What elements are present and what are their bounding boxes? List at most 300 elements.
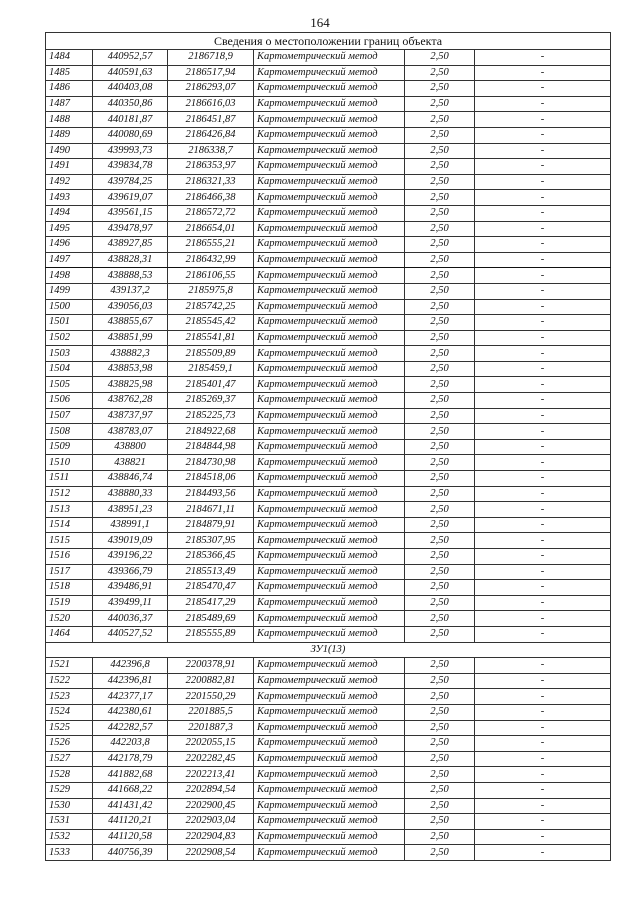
point-number: 1527 [46,751,93,767]
method: Картометрический метод [254,299,405,315]
description: - [475,346,611,362]
table-row [46,377,611,393]
method: Картометрический метод [254,782,405,798]
point-number: 1486 [46,81,93,97]
coord-x: 440403,08 [93,81,168,97]
method: Картометрический метод [254,315,405,331]
coord-y: 2201885,5 [168,704,254,720]
page-number: 164 [310,15,330,30]
precision: 2,50 [405,96,475,112]
point-number: 1521 [46,658,93,674]
method: Картометрический метод [254,50,405,66]
coord-x: 440952,57 [93,50,168,66]
coord-x: 438846,74 [93,471,168,487]
method: Картометрический метод [254,611,405,627]
coord-x: 438762,28 [93,393,168,409]
coord-y: 2202908,54 [168,845,254,861]
point-number: 1505 [46,377,93,393]
table-row [46,689,611,705]
precision: 2,50 [405,814,475,830]
point-number: 1485 [46,65,93,81]
description: - [475,96,611,112]
coord-x: 438853,98 [93,361,168,377]
description: - [475,611,611,627]
coord-y: 2185489,69 [168,611,254,627]
coord-y: 2186718,9 [168,50,254,66]
point-number: 1491 [46,159,93,175]
subsection-title: ЗУ1(13) [46,642,611,658]
coord-y: 2202900,45 [168,798,254,814]
point-number: 1522 [46,673,93,689]
precision: 2,50 [405,439,475,455]
coord-y: 2184493,56 [168,486,254,502]
coord-x: 440181,87 [93,112,168,128]
description: - [475,595,611,611]
point-number: 1489 [46,127,93,143]
precision: 2,50 [405,782,475,798]
point-number: 1528 [46,767,93,783]
coord-y: 2186321,33 [168,174,254,190]
precision: 2,50 [405,751,475,767]
method: Картометрический метод [254,377,405,393]
point-number: 1518 [46,580,93,596]
table-row [46,65,611,81]
coord-y: 2202055,15 [168,736,254,752]
method: Картометрический метод [254,767,405,783]
coord-x: 438888,53 [93,268,168,284]
description: - [475,549,611,565]
table-title-row [46,33,611,50]
coord-x: 438991,1 [93,517,168,533]
description: - [475,751,611,767]
coord-y: 2185509,89 [168,346,254,362]
coord-y: 2184518,06 [168,471,254,487]
method: Картометрический метод [254,346,405,362]
coord-x: 442377,17 [93,689,168,705]
coord-y: 2185366,45 [168,549,254,565]
point-number: 1488 [46,112,93,128]
table-row [46,720,611,736]
precision: 2,50 [405,221,475,237]
subsection-row [46,642,611,658]
method: Картометрический метод [254,252,405,268]
method: Картометрический метод [254,205,405,221]
description: - [475,159,611,175]
description: - [475,252,611,268]
precision: 2,50 [405,174,475,190]
coord-x: 438825,98 [93,377,168,393]
coord-x: 439366,79 [93,564,168,580]
coord-x: 438737,97 [93,408,168,424]
method: Картометрический метод [254,143,405,159]
description: - [475,829,611,845]
coord-x: 438927,85 [93,237,168,253]
coord-x: 439993,73 [93,143,168,159]
table-row [46,205,611,221]
method: Картометрический метод [254,112,405,128]
precision: 2,50 [405,408,475,424]
coord-y: 2184844,98 [168,439,254,455]
coord-y: 2184879,91 [168,517,254,533]
description: - [475,486,611,502]
precision: 2,50 [405,720,475,736]
precision: 2,50 [405,689,475,705]
description: - [475,143,611,159]
point-number: 1464 [46,626,93,642]
point-number: 1516 [46,549,93,565]
method: Картометрический метод [254,626,405,642]
precision: 2,50 [405,798,475,814]
method: Картометрический метод [254,580,405,596]
coord-y: 2184730,98 [168,455,254,471]
precision: 2,50 [405,237,475,253]
description: - [475,533,611,549]
coord-x: 442282,57 [93,720,168,736]
coord-y: 2186572,72 [168,205,254,221]
coord-x: 442380,61 [93,704,168,720]
coord-x: 442203,8 [93,736,168,752]
coord-y: 2185742,25 [168,299,254,315]
precision: 2,50 [405,65,475,81]
coord-y: 2186432,99 [168,252,254,268]
description: - [475,361,611,377]
point-number: 1532 [46,829,93,845]
table-row [46,782,611,798]
table-row [46,486,611,502]
precision: 2,50 [405,190,475,206]
coord-x: 441120,21 [93,814,168,830]
point-number: 1498 [46,268,93,284]
precision: 2,50 [405,377,475,393]
coord-x: 438951,23 [93,502,168,518]
coord-y: 2185269,37 [168,393,254,409]
description: - [475,65,611,81]
point-number: 1531 [46,814,93,830]
coord-x: 438800 [93,439,168,455]
table-row [46,626,611,642]
precision: 2,50 [405,299,475,315]
method: Картометрический метод [254,736,405,752]
point-number: 1500 [46,299,93,315]
table-row [46,174,611,190]
coord-x: 438783,07 [93,424,168,440]
point-number: 1503 [46,346,93,362]
method: Картометрический метод [254,814,405,830]
coord-y: 2185417,29 [168,595,254,611]
coord-x: 441882,68 [93,767,168,783]
coord-y: 2184922,68 [168,424,254,440]
coord-y: 2186654,01 [168,221,254,237]
method: Картометрический метод [254,221,405,237]
table-row [46,658,611,674]
method: Картометрический метод [254,751,405,767]
point-number: 1508 [46,424,93,440]
coord-y: 2202213,41 [168,767,254,783]
precision: 2,50 [405,346,475,362]
table-row [46,424,611,440]
coord-x: 438855,67 [93,315,168,331]
method: Картометрический метод [254,237,405,253]
precision: 2,50 [405,471,475,487]
boundary-coordinates-table [45,32,611,861]
method: Картометрический метод [254,81,405,97]
point-number: 1519 [46,595,93,611]
description: - [475,767,611,783]
coord-y: 2185513,49 [168,564,254,580]
point-number: 1524 [46,704,93,720]
point-number: 1512 [46,486,93,502]
precision: 2,50 [405,455,475,471]
precision: 2,50 [405,736,475,752]
precision: 2,50 [405,283,475,299]
method: Картометрический метод [254,455,405,471]
method: Картометрический метод [254,439,405,455]
table-row [46,502,611,518]
method: Картометрический метод [254,829,405,845]
table-row [46,190,611,206]
coord-y: 2184671,11 [168,502,254,518]
table-row [46,829,611,845]
precision: 2,50 [405,658,475,674]
table-row [46,798,611,814]
coord-x: 440036,37 [93,611,168,627]
table-row [46,283,611,299]
table-row [46,564,611,580]
point-number: 1497 [46,252,93,268]
precision: 2,50 [405,611,475,627]
coord-y: 2185307,95 [168,533,254,549]
coord-x: 439834,78 [93,159,168,175]
coord-x: 438828,31 [93,252,168,268]
description: - [475,814,611,830]
description: - [475,112,611,128]
table-row [46,471,611,487]
precision: 2,50 [405,315,475,331]
precision: 2,50 [405,50,475,66]
table-row [46,143,611,159]
coord-y: 2186555,21 [168,237,254,253]
description: - [475,580,611,596]
description: - [475,283,611,299]
coord-y: 2185225,73 [168,408,254,424]
coord-x: 439619,07 [93,190,168,206]
coord-x: 438880,33 [93,486,168,502]
precision: 2,50 [405,502,475,518]
table-row [46,549,611,565]
coord-x: 440591,63 [93,65,168,81]
method: Картометрический метод [254,658,405,674]
point-number: 1493 [46,190,93,206]
precision: 2,50 [405,81,475,97]
point-number: 1492 [46,174,93,190]
coord-y: 2185470,47 [168,580,254,596]
point-number: 1484 [46,50,93,66]
precision: 2,50 [405,595,475,611]
coord-y: 2185545,42 [168,315,254,331]
table-row [46,127,611,143]
point-number: 1526 [46,736,93,752]
coord-x: 439561,15 [93,205,168,221]
table-row [46,50,611,66]
description: - [475,127,611,143]
precision: 2,50 [405,159,475,175]
point-number: 1507 [46,408,93,424]
coord-x: 442396,8 [93,658,168,674]
method: Картометрический метод [254,174,405,190]
table-row [46,237,611,253]
method: Картометрический метод [254,720,405,736]
precision: 2,50 [405,127,475,143]
point-number: 1523 [46,689,93,705]
coord-y: 2202904,83 [168,829,254,845]
table-row [46,81,611,97]
coord-y: 2200378,91 [168,658,254,674]
description: - [475,564,611,580]
point-number: 1506 [46,393,93,409]
description: - [475,221,611,237]
precision: 2,50 [405,112,475,128]
table-row [46,517,611,533]
coord-x: 439486,91 [93,580,168,596]
description: - [475,704,611,720]
precision: 2,50 [405,845,475,861]
description: - [475,471,611,487]
coord-x: 438821 [93,455,168,471]
method: Картометрический метод [254,689,405,705]
coord-x: 441668,22 [93,782,168,798]
description: - [475,408,611,424]
coord-y: 2201550,29 [168,689,254,705]
coord-x: 440080,69 [93,127,168,143]
precision: 2,50 [405,517,475,533]
point-number: 1529 [46,782,93,798]
precision: 2,50 [405,268,475,284]
method: Картометрический метод [254,517,405,533]
precision: 2,50 [405,361,475,377]
method: Картометрический метод [254,798,405,814]
coord-y: 2186451,87 [168,112,254,128]
table-row [46,845,611,861]
coord-x: 439019,09 [93,533,168,549]
method: Картометрический метод [254,159,405,175]
precision: 2,50 [405,549,475,565]
point-number: 1509 [46,439,93,455]
description: - [475,439,611,455]
coord-y: 2186353,97 [168,159,254,175]
description: - [475,845,611,861]
method: Картометрический метод [254,564,405,580]
point-number: 1520 [46,611,93,627]
coord-x: 442396,81 [93,673,168,689]
description: - [475,626,611,642]
table-row [46,346,611,362]
table-row [46,704,611,720]
point-number: 1502 [46,330,93,346]
description: - [475,190,611,206]
description: - [475,424,611,440]
precision: 2,50 [405,564,475,580]
table-row [46,439,611,455]
description: - [475,658,611,674]
table-title: Сведения о местоположении границ объекта [46,33,611,50]
method: Картометрический метод [254,424,405,440]
method: Картометрический метод [254,283,405,299]
point-number: 1495 [46,221,93,237]
coord-y: 2185555,89 [168,626,254,642]
method: Картометрический метод [254,393,405,409]
precision: 2,50 [405,704,475,720]
coord-x: 439056,03 [93,299,168,315]
description: - [475,237,611,253]
description: - [475,393,611,409]
point-number: 1501 [46,315,93,331]
table-row [46,361,611,377]
table-row [46,299,611,315]
precision: 2,50 [405,580,475,596]
coord-x: 442178,79 [93,751,168,767]
precision: 2,50 [405,673,475,689]
method: Картометрический метод [254,673,405,689]
method: Картометрический метод [254,502,405,518]
coord-x: 441120,58 [93,829,168,845]
precision: 2,50 [405,205,475,221]
table-row [46,533,611,549]
point-number: 1517 [46,564,93,580]
table-row [46,393,611,409]
table-row [46,580,611,596]
method: Картометрический метод [254,65,405,81]
table-row [46,673,611,689]
coord-x: 440350,86 [93,96,168,112]
description: - [475,455,611,471]
point-number: 1510 [46,455,93,471]
description: - [475,720,611,736]
table-row [46,330,611,346]
method: Картометрический метод [254,471,405,487]
method: Картометрический метод [254,96,405,112]
table-row [46,611,611,627]
method: Картометрический метод [254,268,405,284]
method: Картометрический метод [254,549,405,565]
coord-y: 2186517,94 [168,65,254,81]
coord-x: 438882,3 [93,346,168,362]
coord-x: 439784,25 [93,174,168,190]
point-number: 1487 [46,96,93,112]
precision: 2,50 [405,767,475,783]
method: Картометрический метод [254,361,405,377]
point-number: 1511 [46,471,93,487]
point-number: 1490 [46,143,93,159]
method: Картометрический метод [254,408,405,424]
description: - [475,205,611,221]
description: - [475,81,611,97]
method: Картометрический метод [254,595,405,611]
description: - [475,782,611,798]
precision: 2,50 [405,252,475,268]
table-row [46,112,611,128]
coord-y: 2186426,84 [168,127,254,143]
method: Картометрический метод [254,330,405,346]
coord-y: 2185401,47 [168,377,254,393]
coord-x: 440756,39 [93,845,168,861]
point-number: 1533 [46,845,93,861]
table-row [46,408,611,424]
coord-x: 439137,2 [93,283,168,299]
point-number: 1525 [46,720,93,736]
point-number: 1515 [46,533,93,549]
coord-y: 2186106,55 [168,268,254,284]
table-row [46,96,611,112]
